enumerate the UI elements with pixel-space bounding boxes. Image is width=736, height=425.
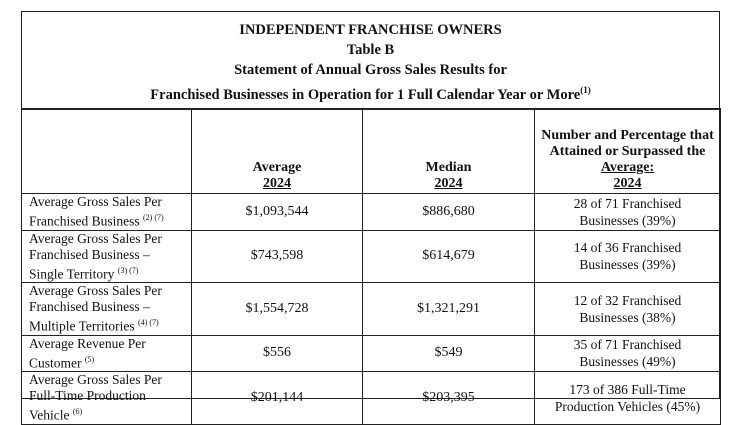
table-row xyxy=(22,194,721,231)
attained-line-3: Average: xyxy=(600,160,655,175)
header-blank-cell xyxy=(22,109,192,194)
attained-line: Businesses (39%) xyxy=(579,257,676,273)
attained-value xyxy=(535,335,721,372)
row-label-line: Average Gross Sales Per xyxy=(29,372,162,387)
row-label-line: Franchised Business $^{(2) (7)}$ xyxy=(29,213,164,229)
row-label xyxy=(22,335,192,372)
attained-year: 2024 xyxy=(613,176,642,191)
header-row xyxy=(22,109,721,194)
row-label-line: Average Gross Sales Per xyxy=(29,194,162,209)
average-value: $556 xyxy=(192,335,363,372)
row-label-line: Full-Time Production xyxy=(29,388,146,403)
attained-line: Businesses (39%) xyxy=(579,212,676,228)
footnote-ref: (2) (7) xyxy=(143,213,164,222)
attained-value xyxy=(535,230,721,283)
row-label-line: Single Territory $^{(3) (7)}$ xyxy=(29,265,139,281)
footnote-ref: (3) (7) xyxy=(117,265,139,275)
median-label: Median xyxy=(425,160,472,175)
attained-line-2: Attained or Surpassed the xyxy=(549,144,706,159)
column-header-attained xyxy=(535,109,721,194)
attained-line: 28 of 71 Franchised xyxy=(573,195,682,211)
table-row xyxy=(22,230,721,283)
gross-sales-table xyxy=(21,108,721,425)
row-label-line: Multiple Territories $^{(4) (7)}$ xyxy=(29,318,159,334)
heading-footnote-ref: (1) xyxy=(580,85,591,95)
attained-value xyxy=(535,372,721,425)
attained-line-1: Number and Percentage that xyxy=(541,128,714,143)
row-label-line: Franchised Business – xyxy=(29,299,150,314)
average-value: $743,598 xyxy=(192,230,363,283)
footnote-ref: (6) xyxy=(72,407,83,416)
attained-value xyxy=(535,194,721,231)
heading-line-4-text: Franchised Businesses in Operation for 1 Full Calendar Year or More xyxy=(150,86,581,103)
attained-line: Businesses (38%) xyxy=(579,309,676,325)
row-label xyxy=(22,283,192,336)
table-row xyxy=(22,283,721,336)
median-value: $614,679 xyxy=(363,230,535,283)
footnote-ref: (4) (7) xyxy=(138,318,159,327)
heading-line-2: Table B xyxy=(346,42,395,58)
column-header-median xyxy=(363,109,535,194)
row-label xyxy=(22,372,192,425)
median-value: $886,680 xyxy=(363,194,535,231)
average-value: $1,554,728 xyxy=(192,283,363,336)
row-label-line: Average Gross Sales Per xyxy=(29,230,162,246)
column-header-average xyxy=(192,109,363,194)
average-value: $1,093,544 xyxy=(192,194,363,231)
average-year: 2024 xyxy=(263,176,291,191)
median-value: $549 xyxy=(363,335,535,372)
attained-line: 173 of 386 Full-Time xyxy=(569,381,686,397)
median-year: 2024 xyxy=(434,176,463,191)
attained-line: 14 of 36 Franchised xyxy=(573,240,682,256)
table-frame xyxy=(21,11,720,423)
row-label-line: Customer $^{(5)}$ xyxy=(29,354,95,370)
table-heading xyxy=(22,12,719,110)
table-row xyxy=(22,372,721,425)
table-row xyxy=(22,335,721,372)
attained-line: 12 of 32 Franchised xyxy=(573,292,682,308)
attained-line: 35 of 71 Franchised xyxy=(573,337,682,353)
average-value: $201,144 xyxy=(192,372,363,425)
row-label xyxy=(22,230,192,283)
median-value: $1,321,291 xyxy=(363,283,535,336)
footnote-ref: (5) xyxy=(84,354,95,364)
heading-line-4 xyxy=(22,80,719,105)
attained-line: Businesses (49%) xyxy=(579,354,676,370)
median-value: $203,395 xyxy=(363,372,535,425)
row-label-line: Average Gross Sales Per xyxy=(29,283,162,298)
row-label-line: Vehicle $^{(6)}$ xyxy=(29,407,83,423)
row-label-line: Franchised Business – xyxy=(29,246,150,262)
row-label xyxy=(22,194,192,231)
heading-line-3: Statement of Annual Gross Sales Results for xyxy=(234,62,507,78)
heading-line-1: INDEPENDENT FRANCHISE OWNERS xyxy=(239,22,502,38)
attained-value xyxy=(535,283,721,336)
average-label: Average xyxy=(252,160,302,175)
attained-line: Production Vehicles (45%) xyxy=(554,398,701,414)
row-label-line: Average Revenue Per xyxy=(29,335,146,351)
